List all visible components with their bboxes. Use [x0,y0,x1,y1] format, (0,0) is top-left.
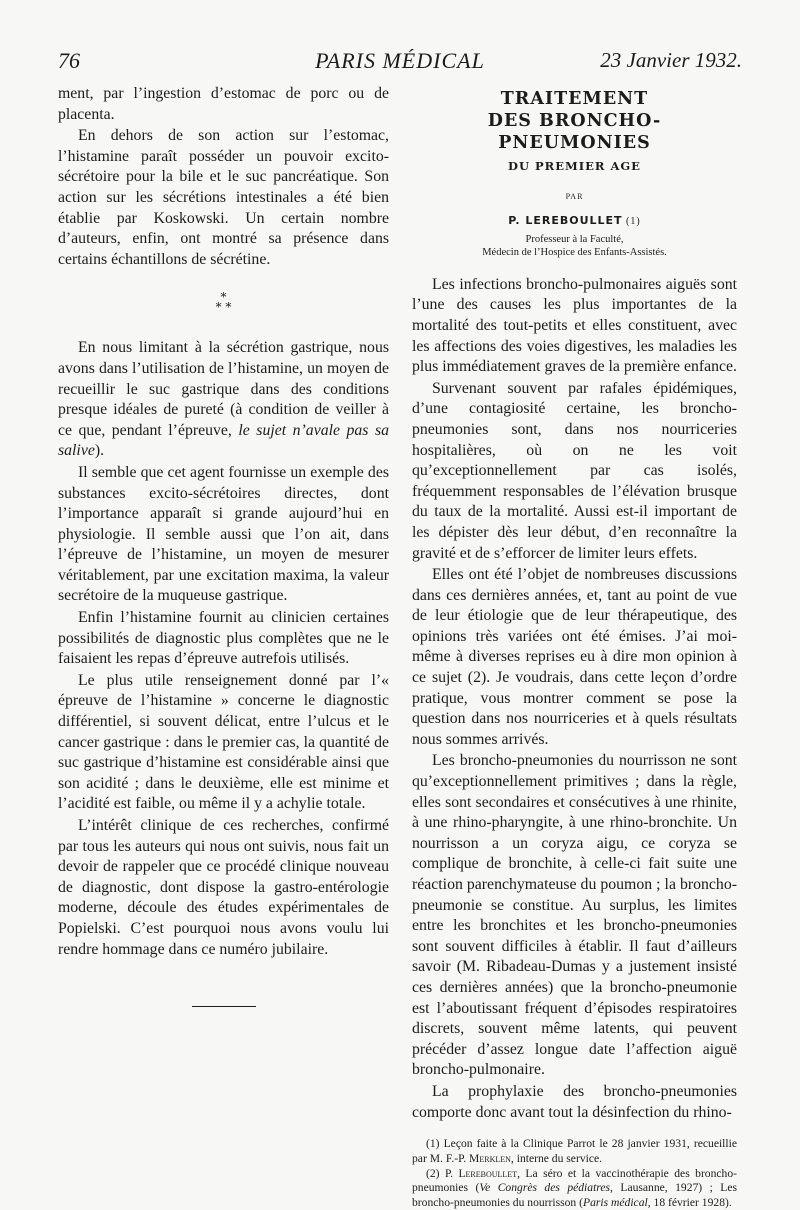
footnote-text: (1) Leçon faite à la Clinique Parrot le 28 janvier 1931, recueillie par M. [412,1137,737,1165]
footnote-text: (2) [426,1166,445,1180]
section-break-asterism [58,290,389,315]
page-number: 76 [58,48,80,73]
footnote-name: F.-P. Merklen [445,1151,511,1165]
paragraph: Il semble que cet agent fournisse un exemple des substances excito-sécrétoires directes, dont l’importance apparaît si grande aujourd’hui en physiologie. Il semble aussi que l’on ait, dans l’épreuve de l’histamine, un moyen de mesurer véritablement, par une excitation maxima, la valeur secrétoire de la muqueuse gastrique. [58,463,389,605]
end-rule [192,1006,256,1007]
footnotes [412,1137,737,1210]
footnote-text: , interne du service. [510,1151,603,1165]
author-line [412,211,737,233]
footnote [412,1137,737,1166]
title-line: TRAITEMENT [500,89,649,109]
journal-title: PARIS MÉDICAL [315,48,485,73]
footnote-name: P. Lereboullet [444,1166,518,1180]
paragraph: Enfin l’histamine fournit au clinicien certaines possibilités de diagnostic plus complètes que ne le faisaient les repas d’épreuve autrefois utilisés. [58,609,389,668]
footnote-emphasis: Paris médical [582,1195,648,1209]
emphasis-text: le sujet n’avale pas sa salive [58,421,389,460]
asterism-top: * [220,290,227,305]
author-name: P. LEREBOULLET [508,214,623,228]
paragraph: Les broncho-pneumonies du nourrisson ne sont qu’exceptionnellement primitives ; dans la règle, elles sont secondaires et consécutives à une rhinite, à une rhino-pharyngite, à une rhino-bronchite. Un nourrisson a un coryza aigu, ce coryza se complique de bronchite, à celle-ci fait suite une réaction parenchymateuse du poumon ; la broncho-pneumonie se constitue. Au surplus, les limites entre les bronchites et les broncho-pneumonies sont souvent difficiles à établir. Il faut d’ailleurs savoir (M. Ribadeau-Dumas y a justement insisté ces dernières années) que la broncho-pneumonie est l’aboutissant fréquent d’épisodes respiratoires discrets, souvent même latents, qui peuvent précéder d’assez longue date l’affection aiguë broncho-pulmonaire. [412,752,737,1079]
author-affiliation: Médecin de l’Hospice des Enfants-Assistés. [482,246,667,258]
paragraph: L’intérêt clinique de ces recherches, confirmé par tous les auteurs qui nous ont suivis, nous fait un devoir de rappeler que ce procédé clinique nouveau de diagnostic, dont dispose la gastro-entérologie moderne, découle des études expérimentales de Popielski. C’est pourquoi nous avons voulu lui rendre hommage dans ce numéro jubilaire. [58,817,389,958]
title-line: DES BRONCHO-PNEUMONIES [487,111,662,153]
article-subtitle: DU PREMIER AGE [508,159,641,173]
paragraph: En dehors de son action sur l’estomac, l’histamine paraît posséder un pouvoir excito-sécrétoire pour la bile et le suc pancréatique. Son action sur les sécrétions intestinales a été bien établie par Koskowski. Un certain nombre d’auteurs, enfin, ont montré sa présence dans certains échantillons de sécrétine. [58,127,389,268]
paragraph: Les infections broncho-pulmonaires aiguës sont l’une des causes les plus importantes de la mortalité des tout-petits et elles constituent, avec les affections des voies digestives, les maladies les plus immédiatement graves de la première enfance. [412,275,738,376]
paragraph-text: ). [94,442,105,460]
author-affiliation: Professeur à la Faculté, [525,233,624,245]
byline-par: PAR [565,191,584,201]
article-body [412,275,737,1123]
paragraph [58,338,389,462]
paragraph: Survenant souvent par rafales épidémiques, d’une contagiosité certaine, les broncho-pneumonies sont, dans nos nourriceries hospitalières, où on ne les voit qu’exceptionnellement par cas isolés, fréquemment responsables de l’élévation brusque du taux de la mortalité. Aussi est-il important de les dépister dès leur début, d’en reconnaître la gravité et de s’efforcer de limiter leurs effets. [412,379,737,562]
paragraph: ment, par l’ingestion d’estomac de porc ou de placenta. [58,85,389,123]
paragraph: La prophylaxie des broncho-pneumonies comporte donc avant tout la désinfection du rhino- [412,1082,737,1121]
footnote-ref: (1) [622,216,641,228]
footnote-emphasis: Ve Congrès des pédiatres [479,1181,611,1195]
paragraph: Elles ont été l’objet de nombreuses discussions dans ces dernières années, et, tant au point de vue de leur étiologie que de leur thérapeutique, des opinions très variées ont été émises. J’ai moi-même à diverses reprises eu à dire mon opinion à ce sujet (2). Je voudrais, dans cette leçon d’ordre pratique, vous montrer comment se pose la question dans nos nourriceries et à quels résultats nous sommes arrivés. [412,566,737,748]
right-column [412,84,737,1210]
running-head [58,48,742,78]
issue-date: 23 Janvier 1932. [600,48,742,72]
paragraph-text: En nous limitant à la sécrétion gastrique, nous avons dans l’utilisation de l’histamine, un moyen de recueillir le suc gastrique dans des conditions presque idéales de pureté (à condition de veiller à ce que, pendant l’épreuve, [58,339,389,439]
footnote-text: , La séro et la vaccinothérapie des broncho-pneumonies ( [412,1166,738,1195]
asterism-bottom: * * [215,300,232,315]
footnote [412,1167,737,1210]
footnote-text: , 18 février 1928). [647,1195,732,1209]
left-column [58,84,389,1007]
footnote-text: , Lausanne, 1927) ; Les broncho-pneumonies du nourrisson ( [412,1181,737,1209]
paragraph: Le plus utile renseignement donné par l’« épreuve de l’histamine » concerne le diagnostic différentiel, si souvent délicat, entre l’ulcus et le cancer gastrique : dans le premier cas, la quantité de suc gastrique d’histamine est considérable ainsi que son acidité ; dans le deuxième, elle est minime et l’acidité est faible, ou même il y a achylie totale. [58,671,389,813]
article-title [412,88,737,154]
